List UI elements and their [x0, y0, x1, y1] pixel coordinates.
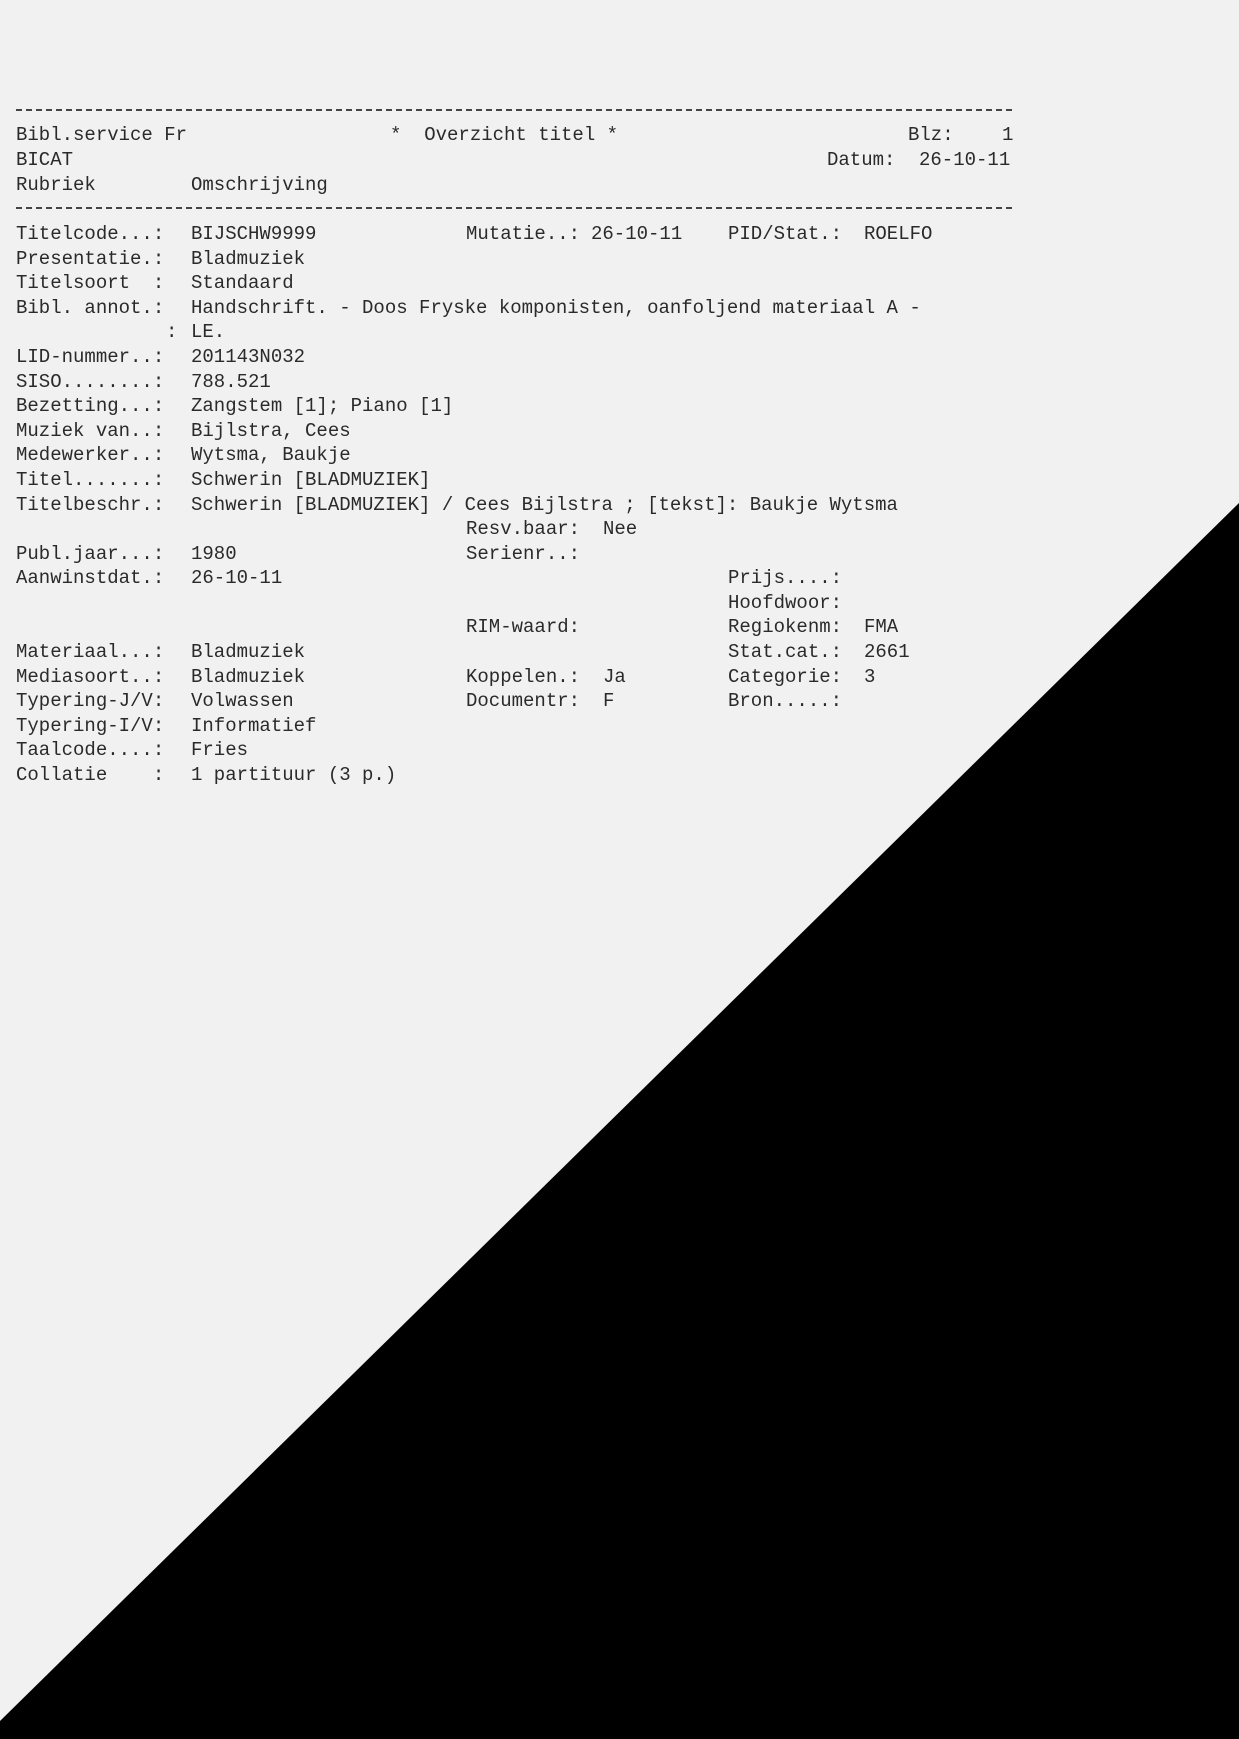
- column-header-omschrijving: Omschrijving: [191, 174, 328, 196]
- field-value: Informatief: [191, 715, 317, 737]
- field-value: Ja: [603, 666, 626, 688]
- field-value: 2661: [864, 641, 910, 663]
- field-value: Zangstem [1]; Piano [1]: [191, 395, 454, 417]
- top-dashed-rule: [16, 109, 1012, 111]
- field-label: Taalcode....:: [16, 739, 165, 761]
- field-label: Titelbeschr.:: [16, 494, 165, 516]
- field-label: Typering-I/V:: [16, 715, 165, 737]
- field-value: ROELFO: [864, 223, 933, 245]
- page-number: 1: [1002, 124, 1014, 146]
- system-name: BICAT: [16, 149, 74, 171]
- field-label: Resv.baar:: [466, 518, 581, 540]
- field-label: Regiokenm:: [728, 616, 843, 638]
- field-label: Koppelen.:: [466, 666, 581, 688]
- header-dashed-rule: [16, 207, 1012, 209]
- field-value: FMA: [864, 616, 899, 638]
- field-label: Titelcode...:: [16, 223, 165, 245]
- catalog-record: [16, 98, 1016, 798]
- column-header-rubriek: Rubriek: [16, 174, 96, 196]
- field-value: 26-10-11: [591, 223, 683, 245]
- field-label: Bron.....:: [728, 690, 843, 712]
- field-label: Categorie:: [728, 666, 843, 688]
- field-value: 26-10-11: [191, 567, 283, 589]
- field-value: 3: [864, 666, 876, 688]
- field-label: Muziek van..:: [16, 420, 165, 442]
- field-label: RIM-waard:: [466, 616, 581, 638]
- date-label: Datum:: [827, 149, 896, 171]
- field-value: Handschrift. - Doos Fryske komponisten, oanfoljend materiaal A -: [191, 297, 921, 319]
- date-value: 26-10-11: [919, 149, 1011, 171]
- field-value: Bladmuziek: [191, 248, 306, 270]
- field-value: Bladmuziek: [191, 666, 306, 688]
- field-label: LID-nummer..:: [16, 346, 165, 368]
- field-value: Fries: [191, 739, 249, 761]
- field-value: 201143N032: [191, 346, 306, 368]
- report-title: * Overzicht titel *: [390, 124, 619, 146]
- field-label: Mediasoort..:: [16, 666, 165, 688]
- field-label: :: [166, 321, 178, 343]
- field-label: PID/Stat.:: [728, 223, 843, 245]
- field-value: 788.521: [191, 371, 271, 393]
- library-service: Bibl.service Fr: [16, 124, 188, 146]
- field-value: Nee: [603, 518, 638, 540]
- field-label: Titel.......:: [16, 469, 165, 491]
- page-label: Blz:: [908, 124, 954, 146]
- field-value: Wytsma, Baukje: [191, 444, 351, 466]
- field-value: Schwerin [BLADMUZIEK]: [191, 469, 431, 491]
- field-value: 1980: [191, 543, 237, 565]
- field-label: SISO........:: [16, 371, 165, 393]
- field-value: Standaard: [191, 272, 294, 294]
- field-label: Titelsoort :: [16, 272, 165, 294]
- field-value: 1 partituur (3 p.): [191, 764, 397, 786]
- field-label: Medewerker..:: [16, 444, 165, 466]
- field-label: Stat.cat.:: [728, 641, 843, 663]
- field-label: Mutatie..:: [466, 223, 581, 245]
- field-value: Schwerin [BLADMUZIEK] / Cees Bijlstra ; [tekst]: Baukje Wytsma: [191, 494, 898, 516]
- field-label: Collatie :: [16, 764, 165, 786]
- field-label: Documentr:: [466, 690, 581, 712]
- field-label: Materiaal...:: [16, 641, 165, 663]
- field-value: LE.: [191, 321, 226, 343]
- field-label: Typering-J/V:: [16, 690, 165, 712]
- field-label: Presentatie.:: [16, 248, 165, 270]
- field-value: BIJSCHW9999: [191, 223, 317, 245]
- field-label: Prijs....:: [728, 567, 843, 589]
- field-value: Bladmuziek: [191, 641, 306, 663]
- field-label: Serienr..:: [466, 543, 581, 565]
- field-value: F: [603, 690, 615, 712]
- field-value: Volwassen: [191, 690, 294, 712]
- field-label: Hoofdwoor:: [728, 592, 843, 614]
- field-label: Aanwinstdat.:: [16, 567, 165, 589]
- field-value: Bijlstra, Cees: [191, 420, 351, 442]
- field-label: Bezetting...:: [16, 395, 165, 417]
- field-label: Bibl. annot.:: [16, 297, 165, 319]
- field-label: Publ.jaar...:: [16, 543, 165, 565]
